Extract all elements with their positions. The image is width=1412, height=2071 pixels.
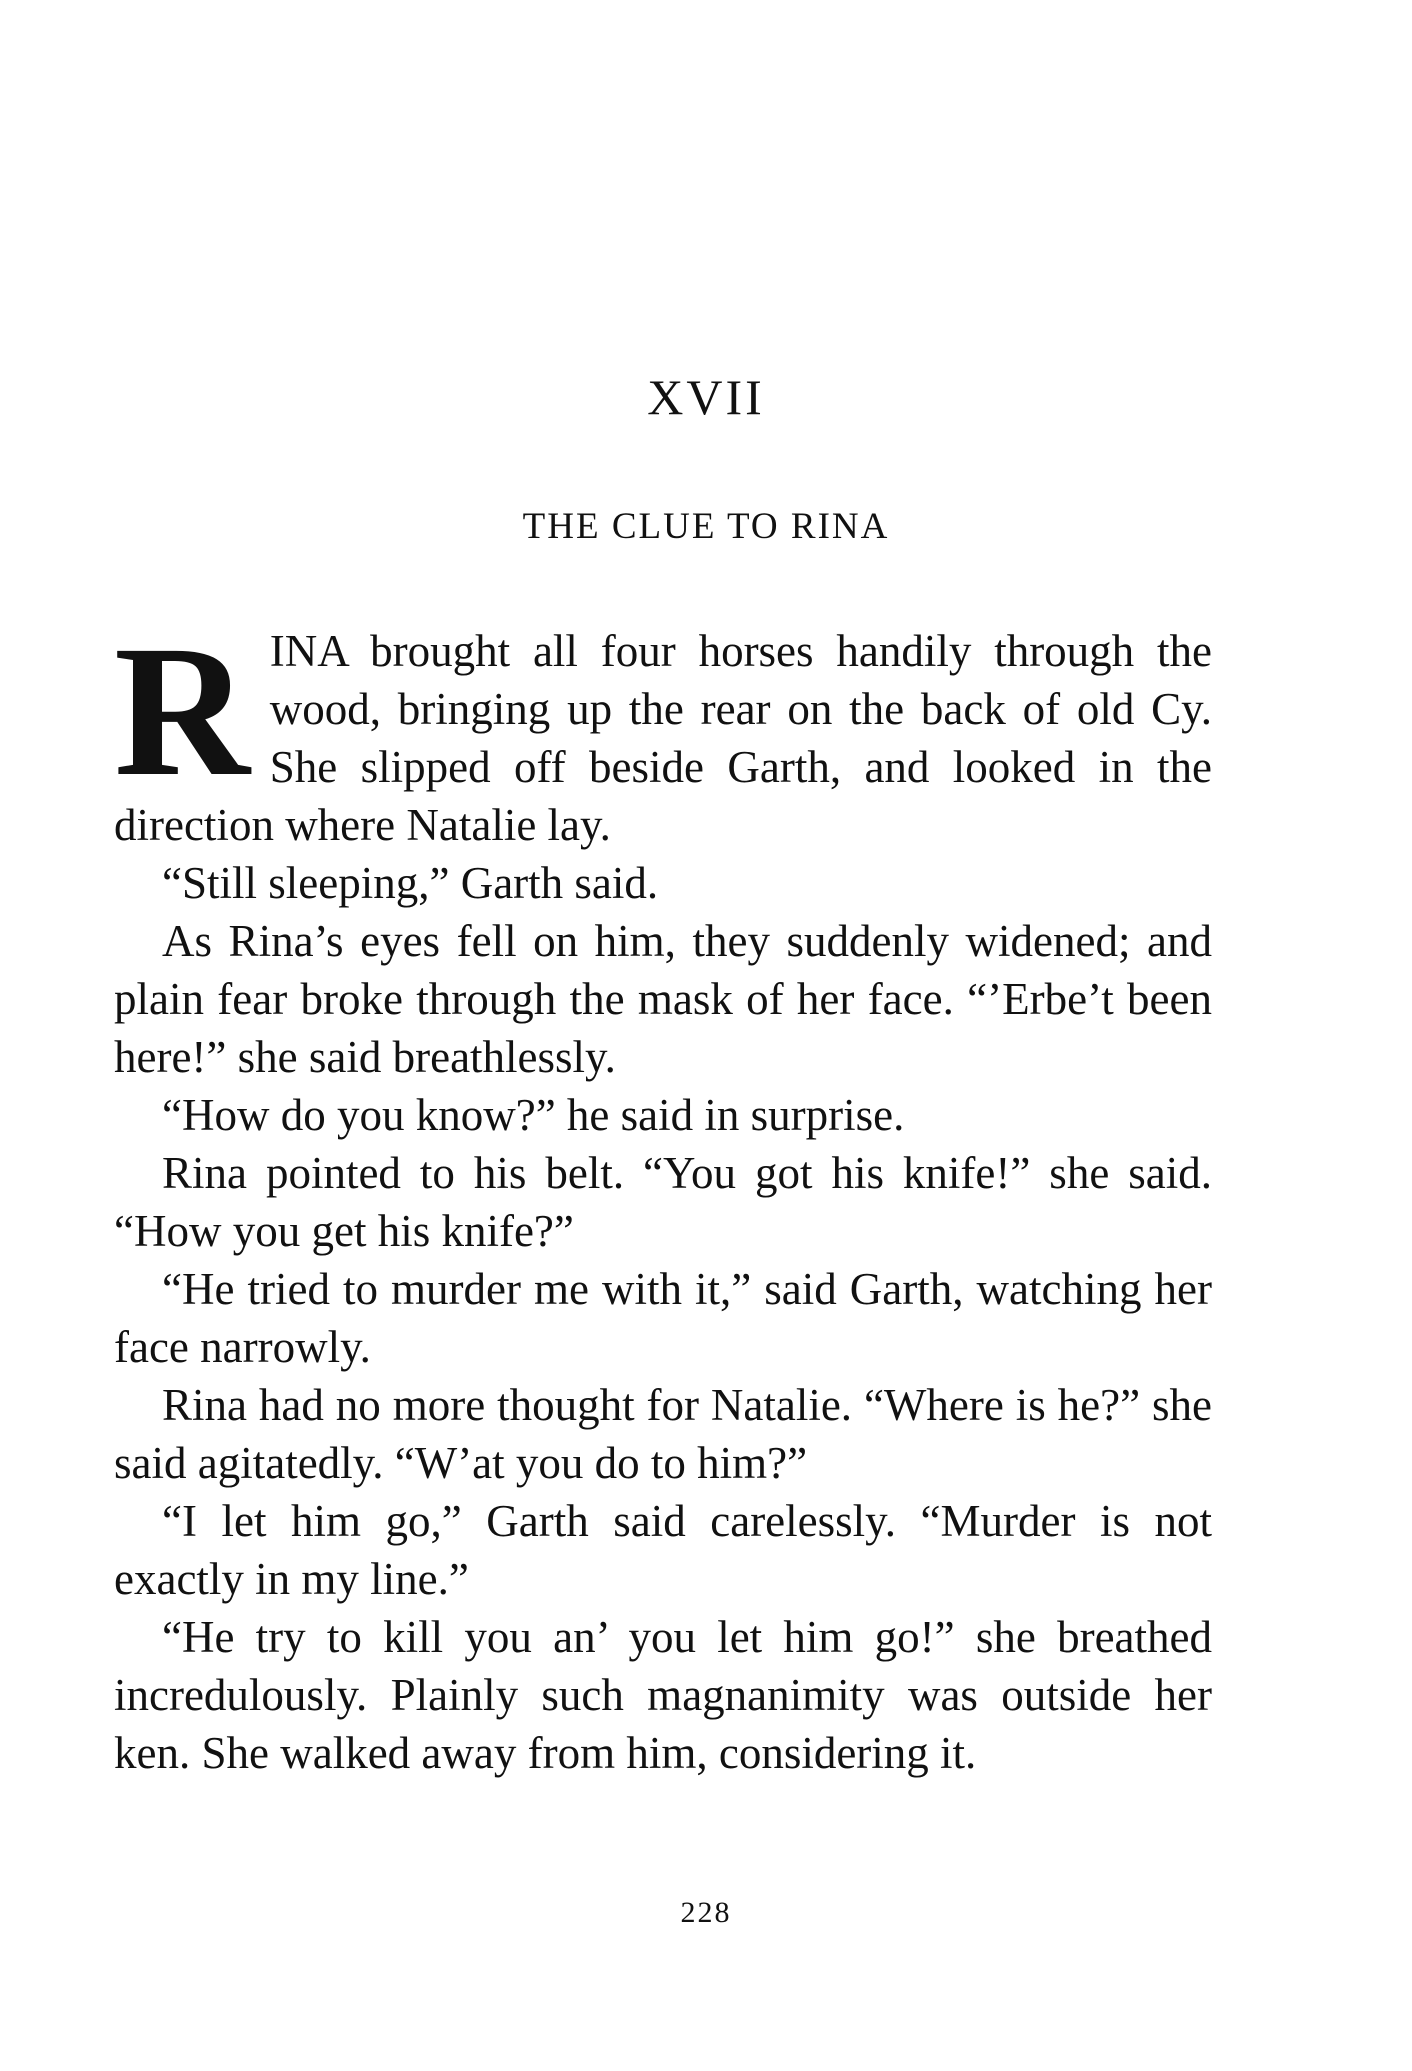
paragraph (114, 606, 1212, 854)
drop-cap: R (114, 606, 250, 815)
paragraph: Rina had no more thought for Natalie. “Where is he?” she said agitatedly. “W’at you do to him?” (114, 1380, 1212, 1488)
paragraph: As Rina’s eyes fell on him, they suddenly widened; and plain fear broke through the mask of her face. “’Erbe’t been here!” she said breathlessly. (114, 916, 1212, 1082)
body-text (114, 606, 1212, 1782)
paragraph: “He try to kill you an’ you let him go!” she breathed incredulously. Plainly such magnanimity was outside her ken. She walked away from him, considering it. (114, 1612, 1212, 1778)
paragraph: “How do you know?” he said in surprise. (162, 1090, 905, 1140)
paragraph: “Still sleeping,” Garth said. (162, 858, 659, 908)
page-number: 228 (680, 1896, 732, 1929)
paragraph: “I let him go,” Garth said carelessly. “Murder is not exactly in my line.” (114, 1496, 1212, 1604)
paragraph: “He tried to murder me with it,” said Garth, watching her face narrowly. (114, 1264, 1212, 1372)
paragraph: Rina pointed to his belt. “You got his knife!” she said. “How you get his knife?” (114, 1148, 1212, 1256)
chapter-number: XVII (647, 369, 765, 425)
chapter-title: THE CLUE TO RINA (522, 506, 890, 547)
paragraph-text: INA brought all four horses handily through the wood, bringing up the rear on the back of old Cy. She slipped off beside Garth, and looked in the direction where Natalie lay. (114, 626, 1212, 850)
